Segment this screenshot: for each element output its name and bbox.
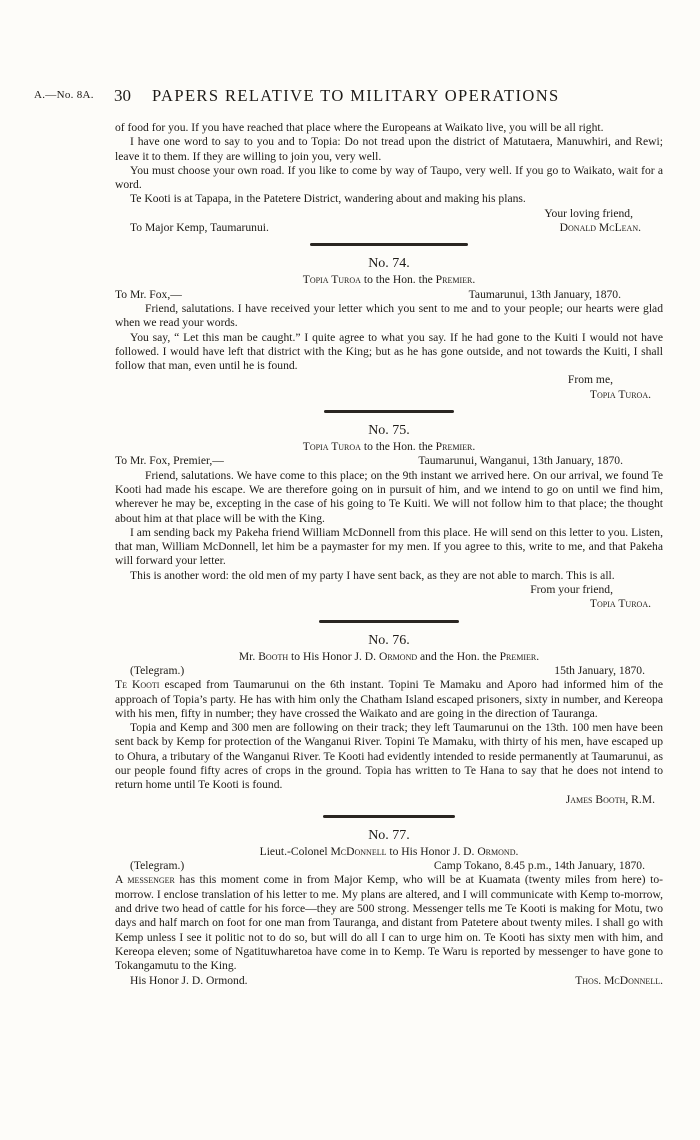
signature: Topia Turoa. — [589, 387, 651, 401]
closing: From me, — [567, 373, 613, 387]
letter-73-tail — [115, 121, 663, 235]
paragraph: You say, “ Let this man be caught.” I quite agree to what you say. If he had gone to the Kuiti I would not have followed. I would have left that district with the King; but as he has gone outside, and not towards the Kuiti, I shall follow that man, even until he is found. — [115, 330, 663, 373]
signature: Topia Turoa. — [589, 597, 651, 611]
date-line: Taumarunui, 13th January, 1870. — [468, 287, 621, 301]
date-line: Taumarunui, Wanganui, 13th January, 1870. — [418, 454, 623, 468]
date-line: 15th January, 1870. — [554, 663, 645, 677]
signature-row — [115, 974, 663, 988]
telegram-label: (Telegram.) — [130, 859, 185, 873]
telegram-row — [115, 664, 663, 678]
document-heading: Mr. Booth to His Honor J. D. Ormond and the Hon. the Premier. — [238, 649, 540, 663]
signature: Donald McLean. — [559, 221, 641, 235]
letter-75 — [115, 422, 663, 612]
signature: Thos. McDonnell. — [575, 973, 663, 987]
page-number: 30 — [114, 86, 131, 105]
document-heading: Topia Turoa to the Hon. the Premier. — [302, 440, 476, 454]
recipient: To Mr. Fox,— — [115, 287, 182, 301]
paper-reference: A.—No. 8A. — [34, 89, 94, 101]
closing: From your friend, — [530, 583, 613, 597]
telegram-row — [115, 859, 663, 873]
paragraph: Friend, salutations. I have received your letter which you sent to me and to your people; our hearts were glad when we read your words. — [115, 301, 663, 330]
section-divider — [323, 815, 455, 818]
document-heading: Topia Turoa to the Hon. the Premier. — [302, 273, 476, 287]
recipient: To Mr. Fox, Premier,— — [115, 454, 224, 468]
paragraph: This is another word: the old men of my party I have sent back, as they are not able to march. This is all. — [130, 568, 615, 582]
paragraph: You must choose your own road. If you like to come by way of Taupo, very well. If you go to Waikato, wait for a word. — [115, 163, 663, 192]
running-header — [34, 86, 664, 106]
section-divider — [324, 410, 454, 413]
document-heading: Lieut.-Colonel McDonnell to His Honor J. D. Ormond. — [259, 844, 519, 858]
document-number: No. 74. — [368, 256, 410, 272]
salutation-row — [115, 454, 663, 468]
letter-76 — [115, 632, 663, 807]
paragraph: A messenger has this moment come in from Major Kemp, who will be at Kuamata (twenty miles from here) to-morrow. I enclose translation of his letter to me. My plans are altered, and I will communicate with Kemp to-morrow, and drive two head of cattle for his force—they are 500 strong. Messenger tells me Te Kooti is making for Motu, two days and half march on foot for one man from Tauranga, and distant from Patetere about twenty miles. I shall go with Kemp unless I see it politic not to do so, but will do all I can to urge him on. Te Kooti has sixty men with him, and Kereopa eleven; some of Ngatituwharetoa have come in to Kemp. Te Waru is reported by messenger to have gone to Tokangamutu to the King. — [115, 873, 663, 973]
signature: James Booth, R.M. — [565, 792, 655, 806]
section-divider — [319, 620, 459, 623]
telegram-label: (Telegram.) — [130, 663, 185, 677]
paragraph: Te Kooti escaped from Taumarunui on the 6th instant. Topini Te Mamaku and Aporo had informed him of the approach of Topia’s party. He has with him only the Chatham Island escaped prisoners, sixty in number, and Kereopa with his men, fifty in number; they have crossed the Waikato and are going in the direction of Tauranga. — [115, 678, 663, 720]
letter-77 — [115, 827, 663, 988]
addressee: To Major Kemp, Taumarunui. — [130, 221, 269, 235]
section-divider — [310, 243, 468, 246]
document-number: No. 76. — [368, 632, 410, 648]
signature-row — [115, 221, 663, 235]
letter-74 — [115, 255, 663, 402]
paragraph: of food for you. If you have reached that place where the Europeans at Waikato live, you will be all right. — [115, 121, 604, 134]
document-body — [115, 121, 663, 988]
salutation-row — [115, 288, 663, 302]
paragraph: Friend, salutations. We have come to this place; on the 9th instant we arrived here. On our arrival, we found Te Kooti had made his escape. We are therefore going on in pursuit of him, and we intend to go on until we find him, wherever he may be, excepting in the case of his going to Te Kuiti. We will not follow him to that place; the thought about him at that place will be with the King. — [115, 468, 663, 525]
addressee: His Honor J. D. Ormond. — [130, 973, 248, 987]
running-title: PAPERS RELATIVE TO MILITARY OPERATIONS — [152, 86, 560, 105]
document-number: No. 75. — [368, 423, 410, 439]
paragraph: Te Kooti is at Tapapa, in the Patetere District, wandering about and making his plans. — [130, 192, 526, 206]
paragraph: I am sending back my Pakeha friend William McDonnell from this place. He will send on this letter to you. Listen, that man, William McDonnell, let him be a paymaster for my men. If you agree to this, write to me, and that Pakeha will forward your letter. — [115, 525, 663, 568]
paragraph: I have one word to say to you and to Topia: Do not tread upon the district of Matutaera, Manuwhiri, and Rewi; leave it to them. If they are willing to join you, very well. — [115, 135, 663, 163]
closing: Your loving friend, — [544, 206, 633, 220]
paragraph: Topia and Kemp and 300 men are following on their track; they left Taumarunui on the 13th. 100 men have been sent back by Kemp for protection of the Wanganui River. Topini Te Mamaku, with thirty of his men, have escaped up to Ohura, a tributary of the Wanganui River. Te Kooti had evidently intended to reside permanently at Taumarunui, as our people found fifty acres of crops in the ground. Topia has written to Te Hana to say that he does not intend to return home until Te Kooti is found. — [115, 721, 663, 792]
date-line: Camp Tokano, 8.45 p.m., 14th January, 1870. — [433, 859, 645, 873]
document-number: No. 77. — [368, 827, 410, 843]
